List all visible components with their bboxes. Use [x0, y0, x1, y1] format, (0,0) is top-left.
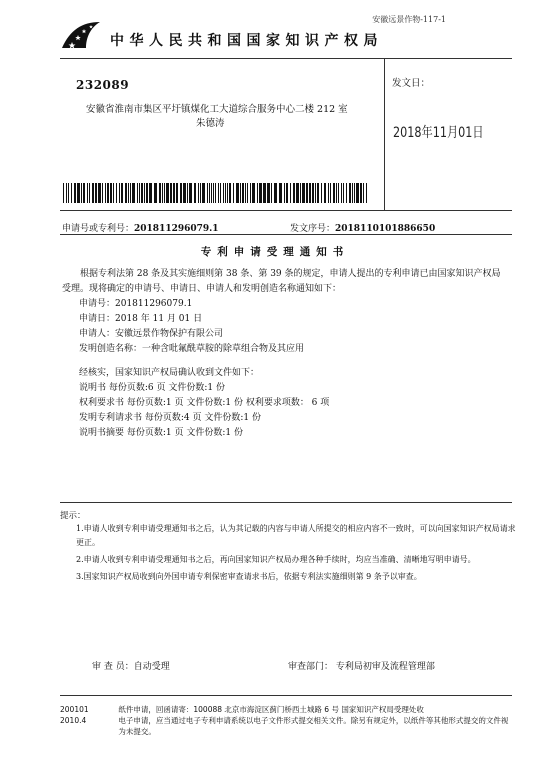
verified-intro: 经核实，国家知识产权局确认收到文件如下： — [79, 368, 260, 378]
issue-date-handwritten: 2018年11月01日 — [393, 125, 484, 141]
application-number — [62, 221, 219, 234]
footer-code: 2010.4 — [60, 716, 87, 725]
cnipa-logo-icon — [60, 20, 102, 50]
document-abstract: 说明书摘要 每份页数:1 页 文件份数:1 份 — [79, 428, 243, 438]
serial-number — [290, 221, 435, 234]
tips-list — [76, 522, 522, 587]
tips-label: 提示： — [60, 511, 86, 521]
review-department: 审查部门： 专利局初审及流程管理部 — [288, 662, 435, 672]
detail-applicant: 申请人：安徽远景作物保护有限公司 — [79, 329, 224, 339]
application-number-value: 201811296079.1 — [134, 224, 219, 234]
notice-title: 专利申请受理通知书 — [200, 246, 350, 258]
document-claims: 权利要求书 每份页数:1 页 文件份数:1 份 权利要求项数： 6 项 — [79, 398, 330, 408]
serial-number-label: 发文序号： — [290, 224, 336, 234]
office-title: 中华人民共和国国家知识产权局 — [110, 33, 383, 49]
footer-text: 纸件申请，回函请寄：100088 北京市海淀区蓟门桥西土城路 6 号 国家知识产权局受理处收 — [118, 705, 424, 714]
footer-rule — [60, 695, 512, 696]
tip-item: 3.国家知识产权局收到向外国申请专利保密审查请求书后，依据专利法实施细则第 9 条予以审查。 — [76, 572, 422, 581]
tip-item: 1.申请人收到专利申请受理通知书之后，认为其记载的内容与申请人所提交的相应内容不一致时，可以向国家知识产权局请求更正。 — [76, 524, 516, 547]
recipient-address: 安徽省淮南市集区平圩镇煤化工大道综合服务中心二楼 212 室 — [86, 104, 348, 115]
received-documents — [79, 366, 329, 441]
postal-code: 232089 — [76, 78, 130, 92]
notice-intro: 根据专利法第 28 条及其实施细则第 38 条、第 39 条的规定，申请人提出的专利申请已由国家知识产权局受理。现将确定的申请号、申请日、申请人和发明创造名称通知如下： — [62, 269, 501, 294]
footer-electronic-filing — [60, 715, 512, 737]
footer-code: 200101 — [60, 705, 89, 714]
detail-application-no: 申请号：201811296079.1 — [79, 299, 193, 309]
application-number-label: 申请号或专利号： — [62, 224, 135, 234]
reviewer: 审 查 员：自动受理 — [92, 662, 170, 672]
serial-number-value: 2018110101886650 — [335, 224, 436, 234]
application-details — [79, 297, 304, 357]
detail-invention-title: 发明创造名称：一种含吡氟酰草胺的除草组合物及其应用 — [79, 344, 305, 354]
address-bottom-rule — [60, 210, 512, 211]
footer-paper-filing — [60, 704, 512, 715]
document-description: 说明书 每份页数:6 页 文件份数:1 份 — [79, 383, 225, 393]
issue-date-label: 发文日： — [392, 78, 431, 89]
date-divider — [384, 58, 385, 210]
header-rule — [60, 58, 512, 59]
recipient-name: 朱德涛 — [196, 118, 225, 129]
barcode-image — [63, 183, 370, 203]
document-request: 发明专利请求书 每份页数:4 页 文件份数:1 份 — [79, 413, 261, 423]
ids-bottom-rule — [60, 234, 512, 235]
tips-top-rule — [60, 502, 512, 503]
detail-filing-date: 申请日：2018 年 11 月 01 日 — [79, 314, 203, 324]
footer-text: 电子申请，应当通过电子专利申请系统以电子文件形式提交相关文件。除另有规定外，以纸件等其他形式提交的文件视为未提交。 — [118, 716, 509, 736]
form-code: 安徽远景作物-117-1 — [372, 15, 446, 24]
tip-item: 2.申请人收到专利申请受理通知书之后，再向国家知识产权局办理各种手续时，均应当准确、清晰地写明申请号。 — [76, 555, 476, 564]
